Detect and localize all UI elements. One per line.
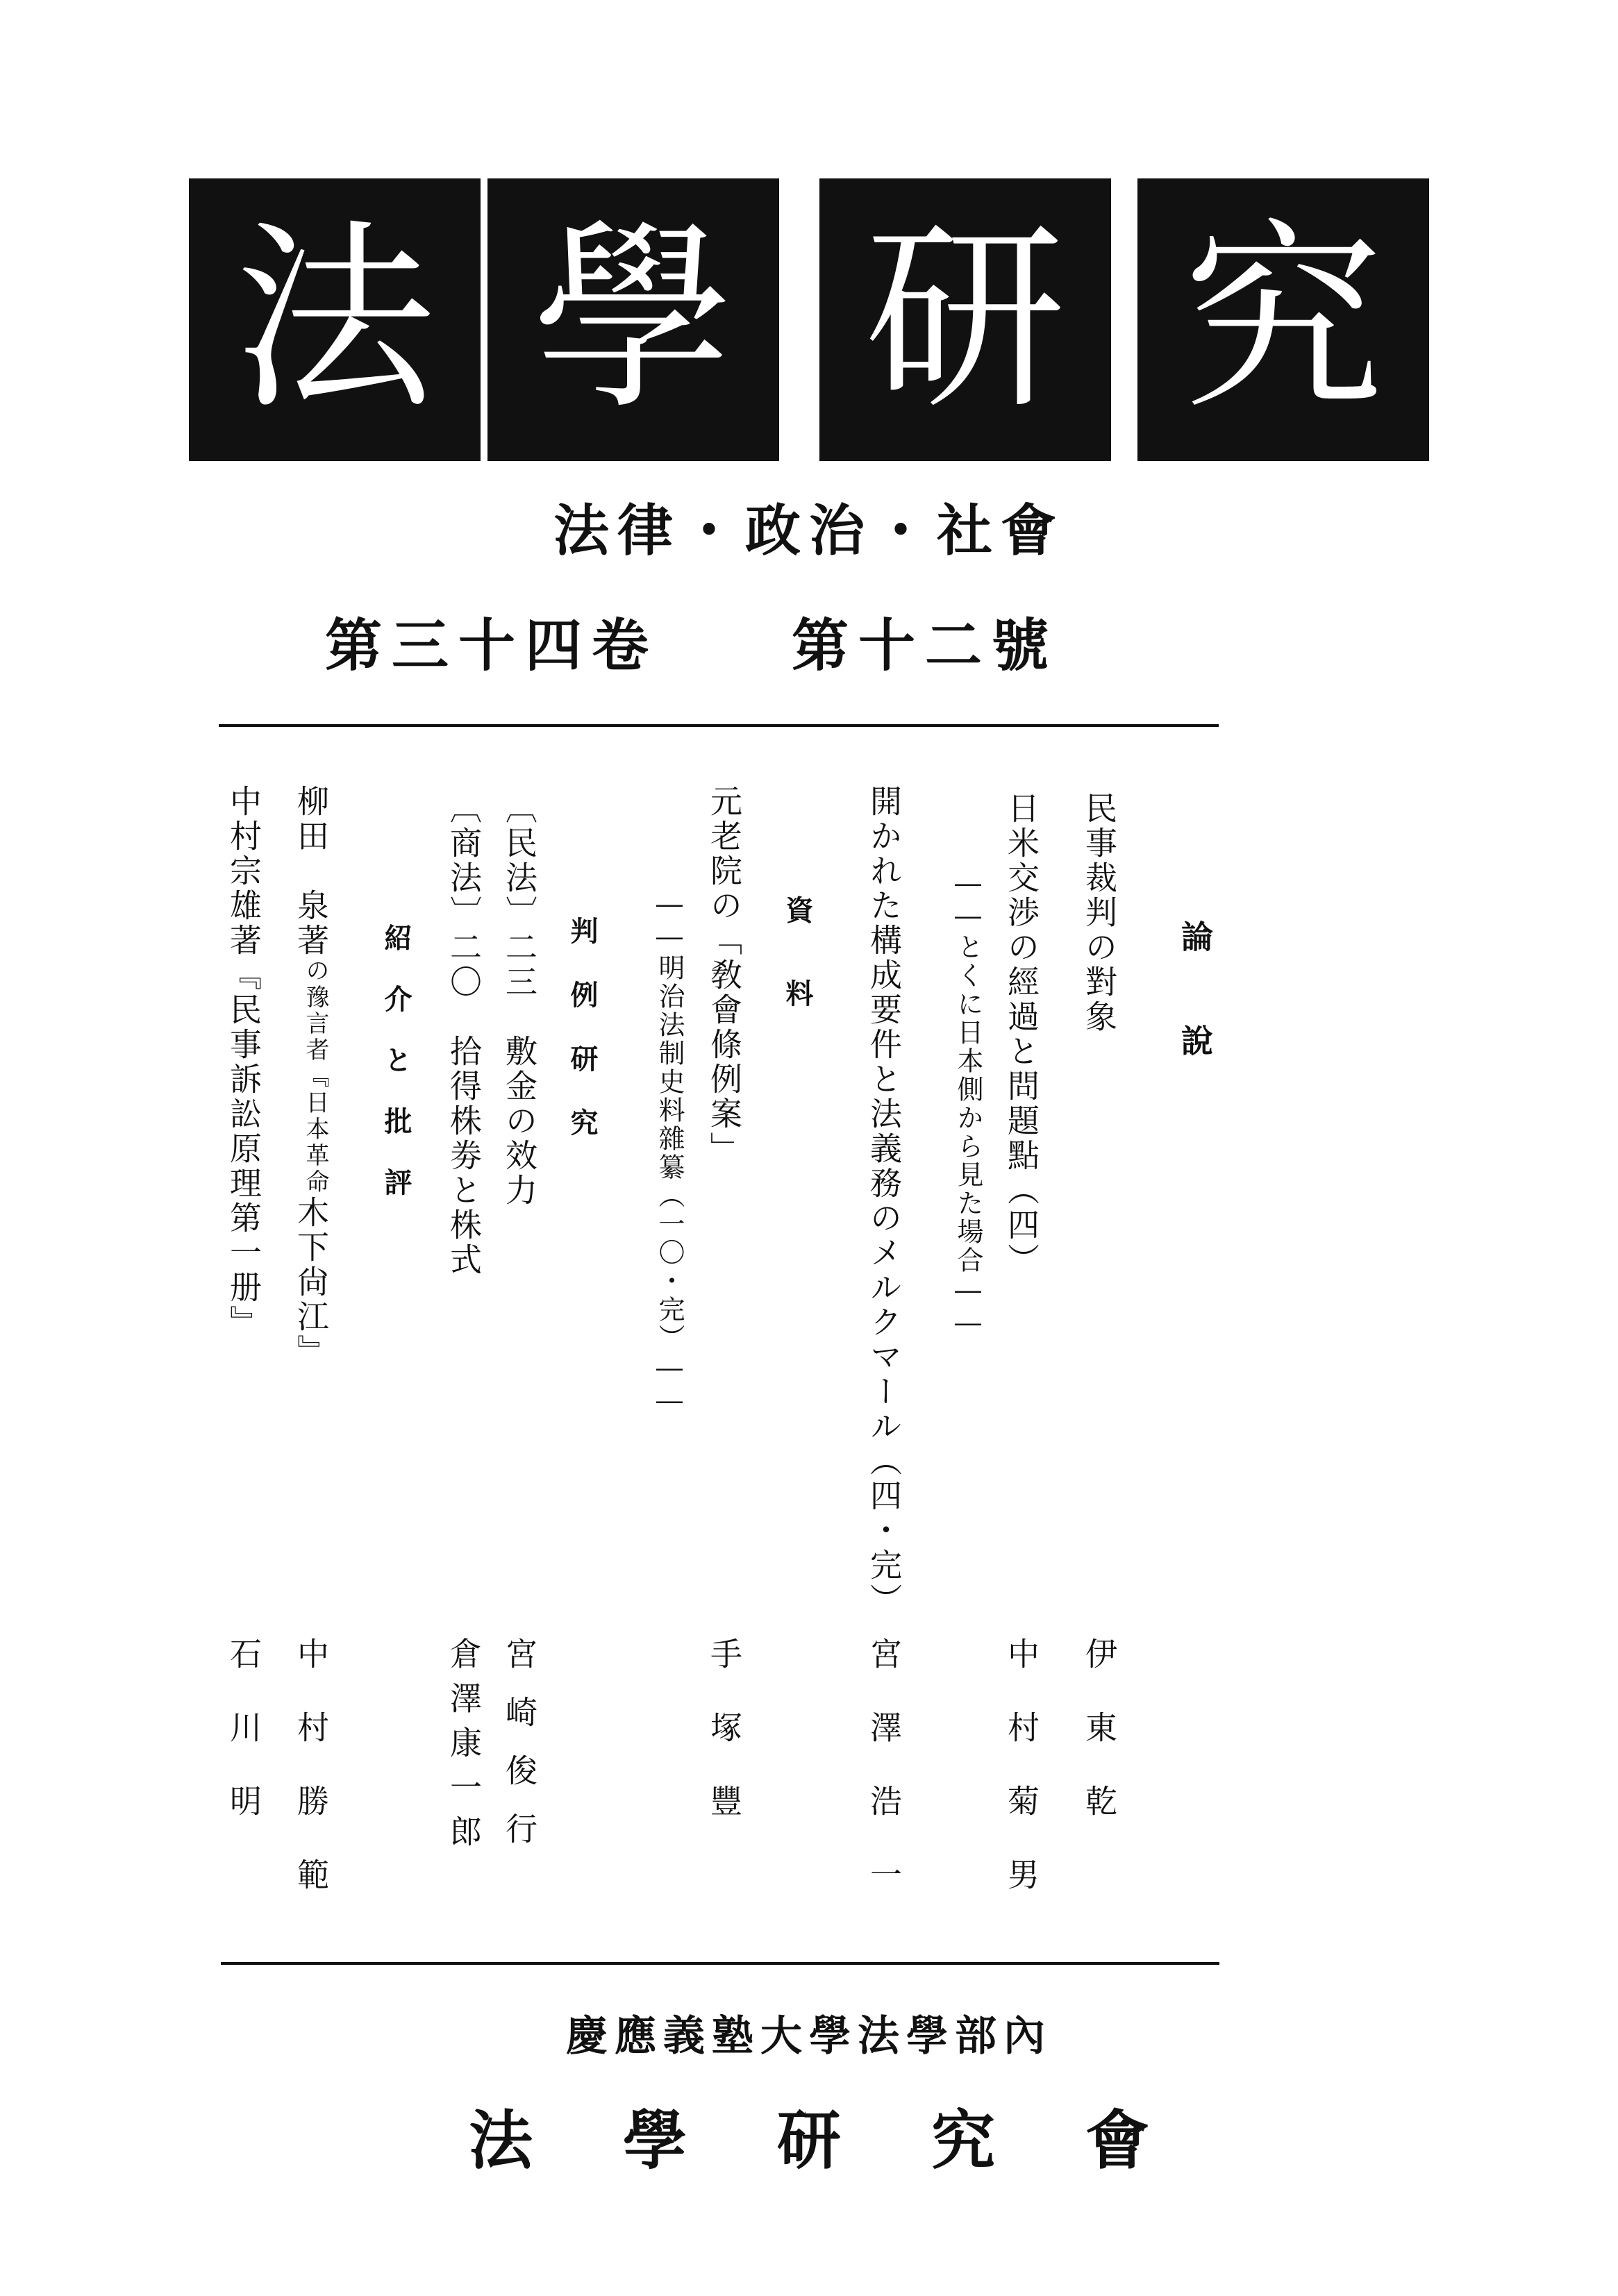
case-1-title: 敷金の效力 <box>501 1034 538 1208</box>
review-1-small-line-b: の豫言者 <box>301 958 329 1064</box>
review-1-small-title <box>302 958 327 1196</box>
article-title-1: 民事裁判の對象 <box>1081 791 1118 1034</box>
article-title-4: 元老院の「敎會條例案」 <box>706 785 743 1166</box>
issue-number-label: 第十二號 <box>792 613 1059 679</box>
section-heading-hanrei: 判 例 研 究 <box>566 916 598 1140</box>
case-2-number: 二〇 <box>445 930 483 1000</box>
publisher-address: 慶應義塾大學法學部內 <box>566 2012 1052 2061</box>
section-heading-ronsetsu: 論 說 <box>1176 920 1214 1059</box>
case-1 <box>501 791 538 1208</box>
author-miyazaki: 宮崎俊行 <box>501 1637 538 1870</box>
top-divider <box>219 724 1219 727</box>
article-title-2: 日米交渉の經過と問題點（四） <box>1003 791 1040 1277</box>
volume-label: 第三十四卷 <box>325 613 659 679</box>
review-2: 中村宗雄著『民事訴訟原理第一册』 <box>225 785 262 1340</box>
article-subtitle-4: ――明治法制史料雜纂（一〇・完）―― <box>654 889 685 1418</box>
author-kurasawa: 倉澤康一郎 <box>445 1637 483 1859</box>
author-ito: 伊東乾 <box>1081 1637 1118 1858</box>
masthead-tile-4 <box>1137 178 1429 461</box>
author-nakamura-kikuo: 中村菊男 <box>1003 1637 1040 1932</box>
author-miyazawa: 宮澤浩一 <box>865 1637 903 1932</box>
masthead-char: 研 <box>865 202 1066 437</box>
case-2-category: 〔商法〕 <box>445 791 483 930</box>
masthead-char: 學 <box>533 202 734 437</box>
review-1-author-label: 柳田 泉著 <box>292 785 330 958</box>
article-title-3: 開かれた構成要件と法義務のメルクマール（四・完） <box>865 785 903 1618</box>
journal-subtitle: 法律・政治・社會 <box>553 498 1065 563</box>
masthead-tile-2 <box>487 178 779 461</box>
section-heading-shokai: 紹 介 と 批 評 <box>380 923 412 1198</box>
review-1 <box>292 785 330 1369</box>
publisher-name: 法學研究會 <box>468 2103 1240 2178</box>
case-1-number: 二三 <box>501 930 538 1000</box>
section-heading-shiryo: 資 料 <box>781 896 813 1021</box>
author-nakamura-katsunori: 中村勝範 <box>292 1637 330 1932</box>
case-1-category: 〔民法〕 <box>501 791 538 930</box>
article-subtitle-2: ――とくに日本側から見た場合―― <box>953 868 983 1340</box>
masthead-char: 法 <box>234 202 435 437</box>
masthead-tile-1 <box>189 178 481 461</box>
case-2-title: 拾得株劵と株式 <box>445 1034 483 1277</box>
bottom-divider <box>221 1962 1219 1965</box>
review-1-title-rest: 木下尙江』 <box>292 1196 330 1369</box>
author-ishikawa: 石川明 <box>225 1637 262 1858</box>
masthead-char: 究 <box>1183 202 1384 437</box>
author-tezuka: 手塚豐 <box>706 1637 743 1858</box>
review-1-small-line-a: 『日本革命 <box>301 1064 329 1196</box>
case-2 <box>445 791 483 1277</box>
masthead-tile-3 <box>819 178 1111 461</box>
